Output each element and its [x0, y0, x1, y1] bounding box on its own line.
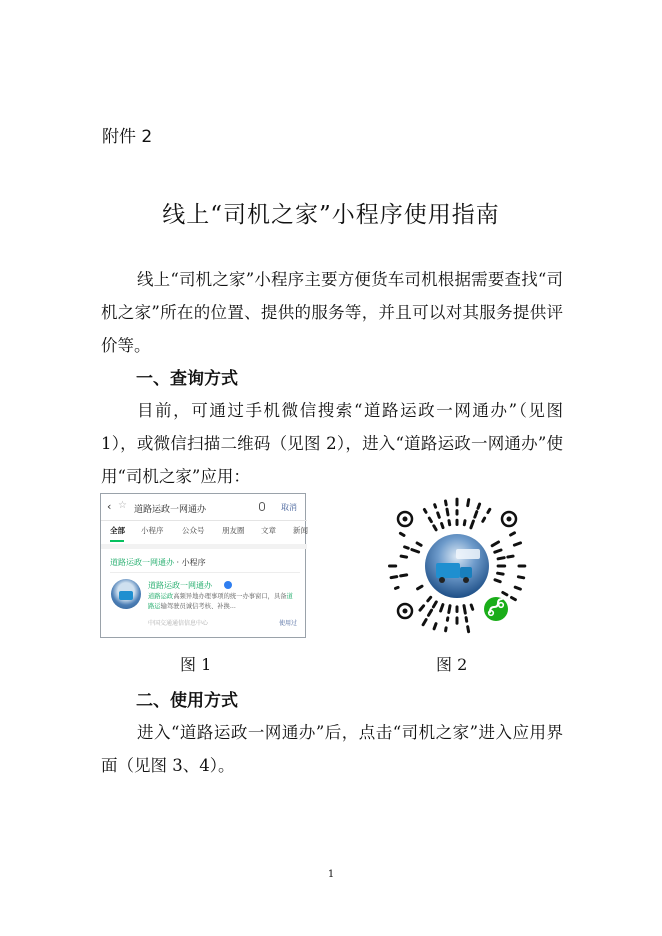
code-ray	[511, 533, 515, 535]
active-tab-indicator	[110, 540, 124, 542]
back-arrow-icon: ‹	[107, 500, 112, 513]
code-ray	[475, 512, 477, 517]
code-ray	[401, 575, 407, 576]
section-title-highlight: 道路运政一网通办	[110, 558, 174, 567]
mini-program-avatar	[111, 579, 141, 609]
code-ray	[495, 550, 501, 552]
section2-heading: 二、使用方式	[136, 691, 238, 711]
code-ray	[488, 509, 490, 512]
code-ray	[433, 602, 436, 607]
figure1-wechat-search-screenshot	[100, 493, 306, 638]
code-ray	[417, 543, 421, 545]
code-ray	[503, 593, 507, 595]
page-number: 1	[327, 869, 335, 880]
figure1-caption: 图 1	[180, 655, 212, 674]
section-title-suffix: · 小程序	[174, 558, 206, 567]
code-ray	[471, 521, 474, 528]
code-ray	[514, 543, 520, 545]
code-center-logo	[425, 534, 489, 598]
code-ray	[515, 587, 520, 589]
code-ray	[508, 556, 513, 557]
desc-highlight-1: 道路运政	[148, 593, 174, 600]
figure2-caption: 图 2	[436, 655, 468, 674]
code-ray	[478, 504, 480, 508]
cancel-button: 取消	[281, 503, 297, 512]
attachment-label: 附件 2	[102, 127, 153, 147]
code-ray	[434, 624, 436, 629]
finder-top-right	[502, 512, 516, 526]
code-ray	[400, 533, 404, 535]
section1-heading: 一、查询方式	[136, 369, 238, 389]
code-ray	[498, 573, 504, 574]
code-ray	[495, 580, 500, 582]
code-ray	[423, 620, 426, 625]
search-query: 道路运政一网通办	[134, 505, 207, 515]
tab-mini-program: 小程序	[141, 526, 164, 535]
section2-body: 进入“道路运政一网通办”后，点击“司机之家”进入应用界面（见图 3、4）。	[101, 723, 563, 775]
code-ray	[441, 605, 443, 611]
code-ray	[435, 505, 436, 508]
tab-news: 新闻	[293, 526, 308, 535]
code-ray	[438, 513, 440, 517]
desc-text-1: 高频异地办理事项的统一办事窗口，具备	[173, 593, 287, 600]
wechat-mini-program-icon	[482, 595, 510, 623]
figure2-mini-program-code	[384, 493, 530, 639]
code-ray	[429, 610, 432, 615]
used-before-label: 使用过	[279, 620, 298, 627]
code-ray	[405, 547, 409, 548]
code-ray	[466, 618, 467, 622]
search-bar	[101, 494, 307, 520]
code-ray	[396, 587, 399, 588]
result-name: 道路运政一网通办	[148, 581, 212, 590]
result-source: 中国交通通信信息中心	[148, 620, 209, 627]
desc-text-2: 输驾驶员诚信考核、补换...	[160, 603, 236, 610]
result-description	[148, 592, 298, 612]
code-ray	[424, 510, 426, 513]
code-ray	[420, 606, 424, 610]
finder-top-left	[398, 512, 412, 526]
section-separator	[101, 544, 307, 549]
code-ray	[464, 606, 465, 614]
code-ray	[449, 606, 450, 613]
code-ray	[428, 597, 431, 601]
tab-all: 全部	[110, 526, 125, 535]
verified-badge-icon	[224, 581, 232, 589]
code-ray	[401, 556, 407, 557]
code-ray	[446, 501, 447, 505]
finder-bottom-left	[398, 604, 412, 618]
code-ray	[518, 577, 523, 578]
intro-paragraph: 线上“司机之家”小程序主要方便货车司机根据需要查找“司机之家”所在的位置、提供的服务等，并且可以对其服务提供评价等。	[101, 270, 563, 355]
tab-official-account: 公众号	[182, 526, 205, 535]
divider	[101, 520, 307, 521]
code-ray	[492, 542, 498, 546]
code-ray	[512, 598, 516, 600]
result-section-title	[110, 557, 206, 568]
code-ray	[391, 577, 397, 578]
code-ray	[471, 605, 473, 609]
desc-highlight-2: 道路运	[148, 593, 293, 610]
divider	[110, 572, 300, 573]
code-ray	[483, 518, 485, 521]
code-ray	[434, 526, 436, 530]
tab-moments: 朋友圈	[222, 526, 245, 535]
code-ray	[412, 550, 419, 552]
section1-body: 目前，可通过手机微信搜索“道路运政一网通办”（见图 1），或微信扫描二维码（见图 2），进入“道路运政一网通办”使用“司机之家”应用：	[101, 401, 563, 486]
code-ray	[442, 524, 443, 528]
star-icon: ☆	[118, 500, 127, 511]
search-tabs	[101, 525, 307, 539]
code-ray	[498, 558, 504, 559]
code-ray	[429, 518, 431, 522]
code-ray	[418, 586, 422, 589]
code-ray	[468, 500, 469, 506]
code-ray	[468, 627, 469, 632]
code-ray	[464, 521, 465, 525]
code-ray	[447, 509, 448, 515]
code-ray	[446, 628, 447, 631]
microphone-icon	[259, 502, 265, 511]
tab-articles: 文章	[261, 526, 276, 535]
code-ray	[449, 521, 450, 525]
document-title: 线上“司机之家”小程序使用指南	[162, 202, 500, 228]
